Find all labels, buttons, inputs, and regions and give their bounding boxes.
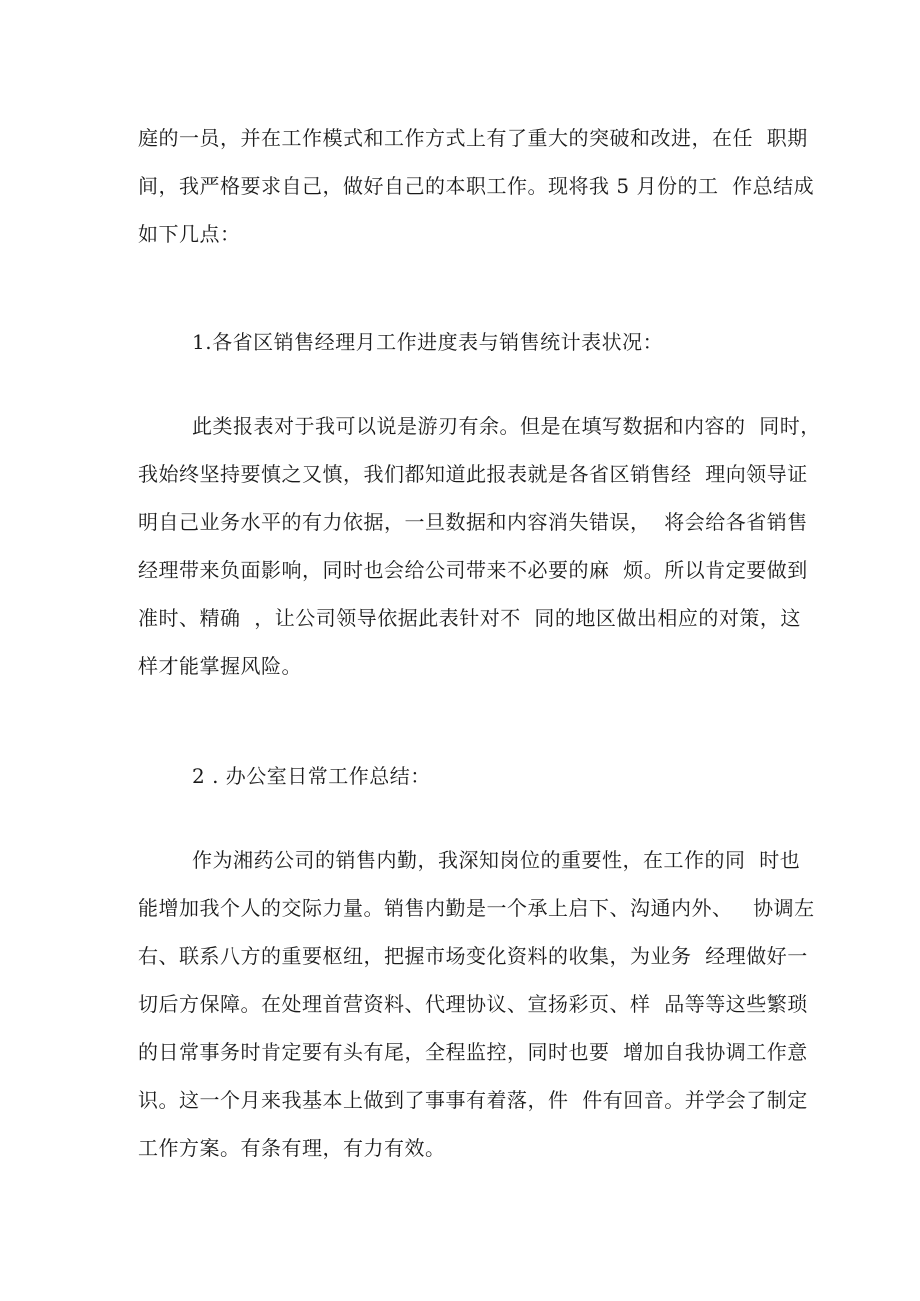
intro-line-3: 如下几点： <box>138 222 241 246</box>
section-1-line-3: 明自己业务水平的有力依据，一旦数据和内容消失错误， 将会给各省销售 <box>138 510 808 534</box>
intro-line-2: 间，我严格要求自己，做好自己的本职工作。现将我 5 月份的工 作总结成 <box>138 174 815 198</box>
section-1-line-2: 我始终坚持要慎之又慎，我们都知道此报表就是各省区销售经 理向领导证 <box>138 462 808 486</box>
section-1-line-1: 此类报表对于我可以说是游刃有余。但是在填写数据和内容的 同时， <box>192 414 821 438</box>
section-2-line-3: 右、联系八方的重要枢纽，把握市场变化资料的收集，为业务 经理做好一 <box>138 944 808 968</box>
intro-line-1: 庭的一员，并在工作模式和工作方式上有了重大的突破和改进，在任 职期 <box>138 126 808 150</box>
section-2-line-7: 工作方案。有条有理，有力有效。 <box>138 1136 446 1160</box>
section-1-line-6: 样才能掌握风险。 <box>138 654 302 678</box>
section-2-line-4: 切后方保障。在处理首营资料、代理协议、宣扬彩页、样 品等等这些繁琐 <box>138 992 808 1016</box>
section-2-line-2: 能增加我个人的交际力量。销售内勤是一个承上启下、沟通内外、 协调左 <box>138 896 815 920</box>
section-2-line-5: 的日常事务时肯定要有头有尾，全程监控，同时也要 增加自我协调工作意 <box>138 1040 808 1064</box>
section-1-line-5: 准时、精确 ，让公司领导依据此表针对不 同的地区做出相应的对策，这 <box>138 606 801 630</box>
section-1-heading: 1.各省区销售经理月工作进度表与销售统计表状况： <box>192 330 664 354</box>
section-1-line-4: 经理带来负面影响，同时也会给公司带来不必要的麻 烦。所以肯定要做到 <box>138 558 808 582</box>
section-2-line-6: 识。这一个月来我基本上做到了事事有着落，件 件有回音。并学会了制定 <box>138 1088 808 1112</box>
section-2-line-1: 作为湘药公司的销售内勤，我深知岗位的重要性，在工作的同 时也 <box>192 848 801 872</box>
section-2-heading: 2 . 办公室日常工作总结： <box>192 764 431 788</box>
